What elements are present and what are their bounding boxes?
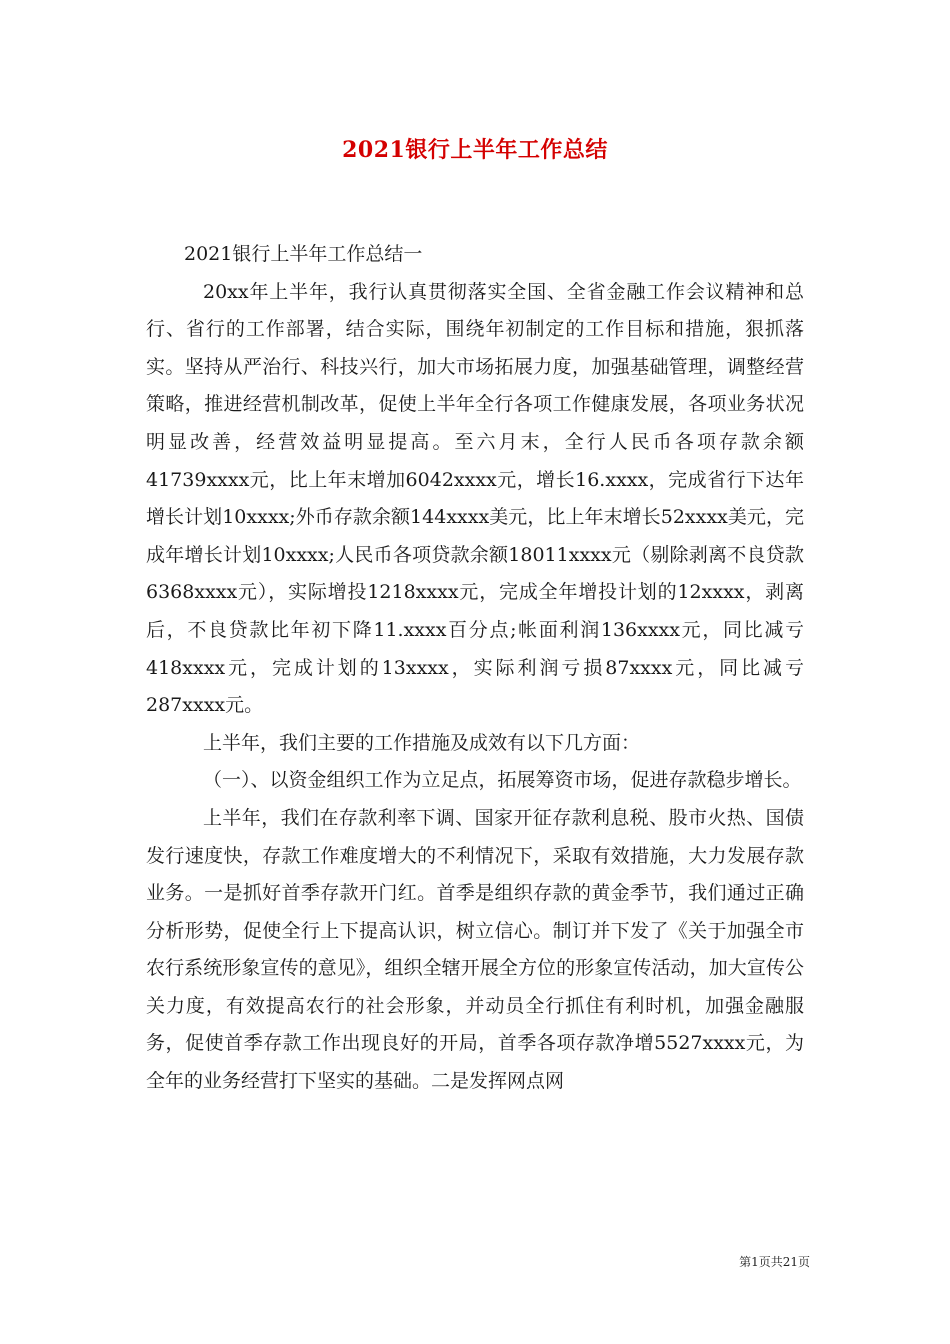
paragraph-3: （一）、以资金组织工作为立足点，拓展筹资市场，促进存款稳步增长。 [203, 769, 802, 792]
paragraph-4: 上半年，我们在存款利率下调、国家开征存款利息税、股市火热、国债发行速度快，存款工作难度增大的不利情况下，采取有效措施，大力发展存款业务。一是抓好首季存款开门红。首季是组织存款的黄金季节，我们通过正确分析形势，促使全行上下提高认识，树立信心。制订并下发了《关于加强全市农行系统形象宣传的意见》，组织全辖开展全方位的形象宣传活动，加大宣传公关力度，有效提高农行的社会形象，并动员全行抓住有利时机，加强金融服务，促使首季存款工作出现良好的开局，首季各项存款净增5527xxxx元，为全年的业务经营打下坚实的基础。二是发挥网点网 [146, 806, 804, 1093]
paragraph-1: 20xx年上半年，我行认真贯彻落实全国、全省金融工作会议精神和总行、省行的工作部署，结合实际，围绕年初制定的工作目标和措施，狠抓落实。坚持从严治行、科技兴行，加大市场拓展力度，加强基础管理，调整经营策略，推进经营机制改革，促使上半年全行各项工作健康发展，各项业务状况明显改善，经营效益明显提高。至六月末，全行人民币各项存款余额41739xxxx元，比上年末增加6042xxxx元，增长16.xxxx，完成省行下达年增长计划10xxxx;外币存款余额144xxxx美元，比上年末增长52xxxx美元，完成年增长计划10xxxx;人民币各项贷款余额18011xxxx元（剔除剥离不良贷款6368xxxx元），实际增投1218xxxx元，完成全年增投计划的12xxxx，剥离后，不良贷款比年初下降11.xxxx百分点;帐面利润136xxxx元，同比减亏418xxxx元，完成计划的13xxxx，实际利润亏损87xxxx元，同比减亏287xxxx元。 [146, 280, 804, 717]
page-number-footer: 第1页共21页 [739, 1255, 810, 1269]
section-subtitle: 2021银行上半年工作总结一 [184, 243, 423, 265]
document-title: 2021银行上半年工作总结 [342, 137, 608, 163]
document-body [146, 236, 804, 1101]
paragraph-2: 上半年，我们主要的工作措施及成效有以下几方面： [203, 731, 641, 754]
